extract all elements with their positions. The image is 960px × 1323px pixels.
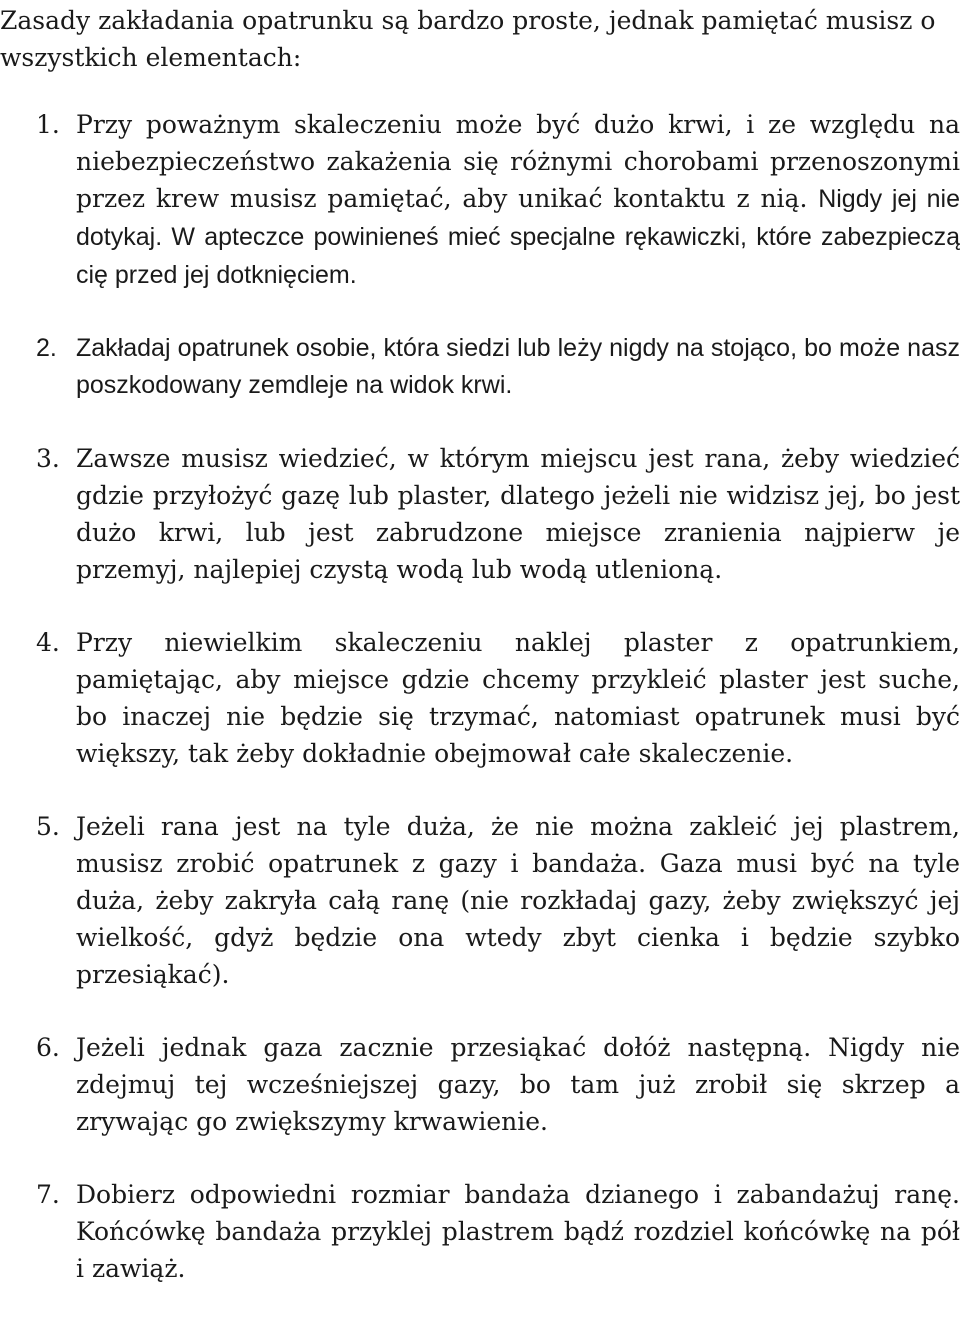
- item-text: Jeżeli rana jest na tyle duża, że nie można zakleić jej plastrem, musisz zrobić opatrunek z gazy i bandaża. Gaza musi być na tyle duża, żeby zakryła całą ranę (nie rozkładaj gazy, żeby zwiększyć jej wielkość, gdyż będzie ona wtedy zbyt cienka i będzie szybko przesiąkać).: [76, 812, 960, 989]
- item-number: 5.: [36, 812, 60, 841]
- item-number: 4.: [36, 628, 60, 657]
- item-text: Dobierz odpowiedni rozmiar bandaża dzianego i zabandażuj ranę. Końcówkę bandaża przyklej plastrem bądź rozdziel końcówkę na pół i zawiąż.: [76, 1180, 960, 1283]
- item-text: Przy niewielkim skaleczeniu naklej plaster z opatrunkiem, pamiętając, aby miejsce gdzie chcemy przykleić plaster jest suche, bo inaczej nie będzie się trzymać, natomiast opatrunek musi być większy, tak żeby dokładnie obejmował całe skaleczenie.: [76, 628, 960, 768]
- intro-paragraph: Zasady zakładania opatrunku są bardzo proste, jednak pamiętać musisz o wszystkich elementach:: [0, 6, 936, 72]
- list-item-4: [0, 624, 960, 772]
- item-number: 3.: [36, 444, 60, 473]
- item-text: Jeżeli jednak gaza zacznie przesiąkać dołóż następną. Nigdy nie zdejmuj tej wcześniejszej gazy, bo tam już zrobił się skrzep a zrywając go zwiększymy krwawienie.: [76, 1033, 960, 1136]
- list-item-2: [0, 330, 960, 404]
- item-number: 6.: [36, 1033, 60, 1062]
- item-text: Nigdy jej nie dotykaj. W apteczce powinieneś mieć specjalne rękawiczki, które zabezpieczą cię przed jej dotknięciem.: [76, 185, 960, 289]
- list-item-1: [0, 106, 960, 294]
- item-text: Zawsze musisz wiedzieć, w którym miejscu jest rana, żeby wiedzieć gdzie przyłożyć gazę lub plaster, dlatego jeżeli nie widzisz jej, bo jest dużo krwi, lub jest zabrudzone miejsce zranienia najpierw je przemyj, najlepiej czystą wodą lub wodą utlenioną.: [76, 444, 960, 584]
- list-item-5: [0, 808, 960, 993]
- list-item-7: [0, 1176, 960, 1287]
- list-item-6: [0, 1029, 960, 1140]
- item-text-start: Przy poważnym skaleczeniu może być dużo krwi, i ze względu na niebezpieczeństwo zakażenia się różnymi chorobami przenoszonymi przez krew musisz pamiętać, aby unikać kontaktu z nią.: [76, 110, 960, 213]
- item-number: 2.: [36, 334, 57, 362]
- item-number: 7.: [36, 1180, 60, 1209]
- instruction-list: [0, 106, 960, 1287]
- list-item-3: [0, 440, 960, 588]
- item-number: 1.: [36, 110, 60, 139]
- item-text: Zakładaj opatrunek osobie, która siedzi lub leży nigdy na stojąco, bo może nasz poszkodowany zemdleje na widok krwi.: [76, 334, 960, 399]
